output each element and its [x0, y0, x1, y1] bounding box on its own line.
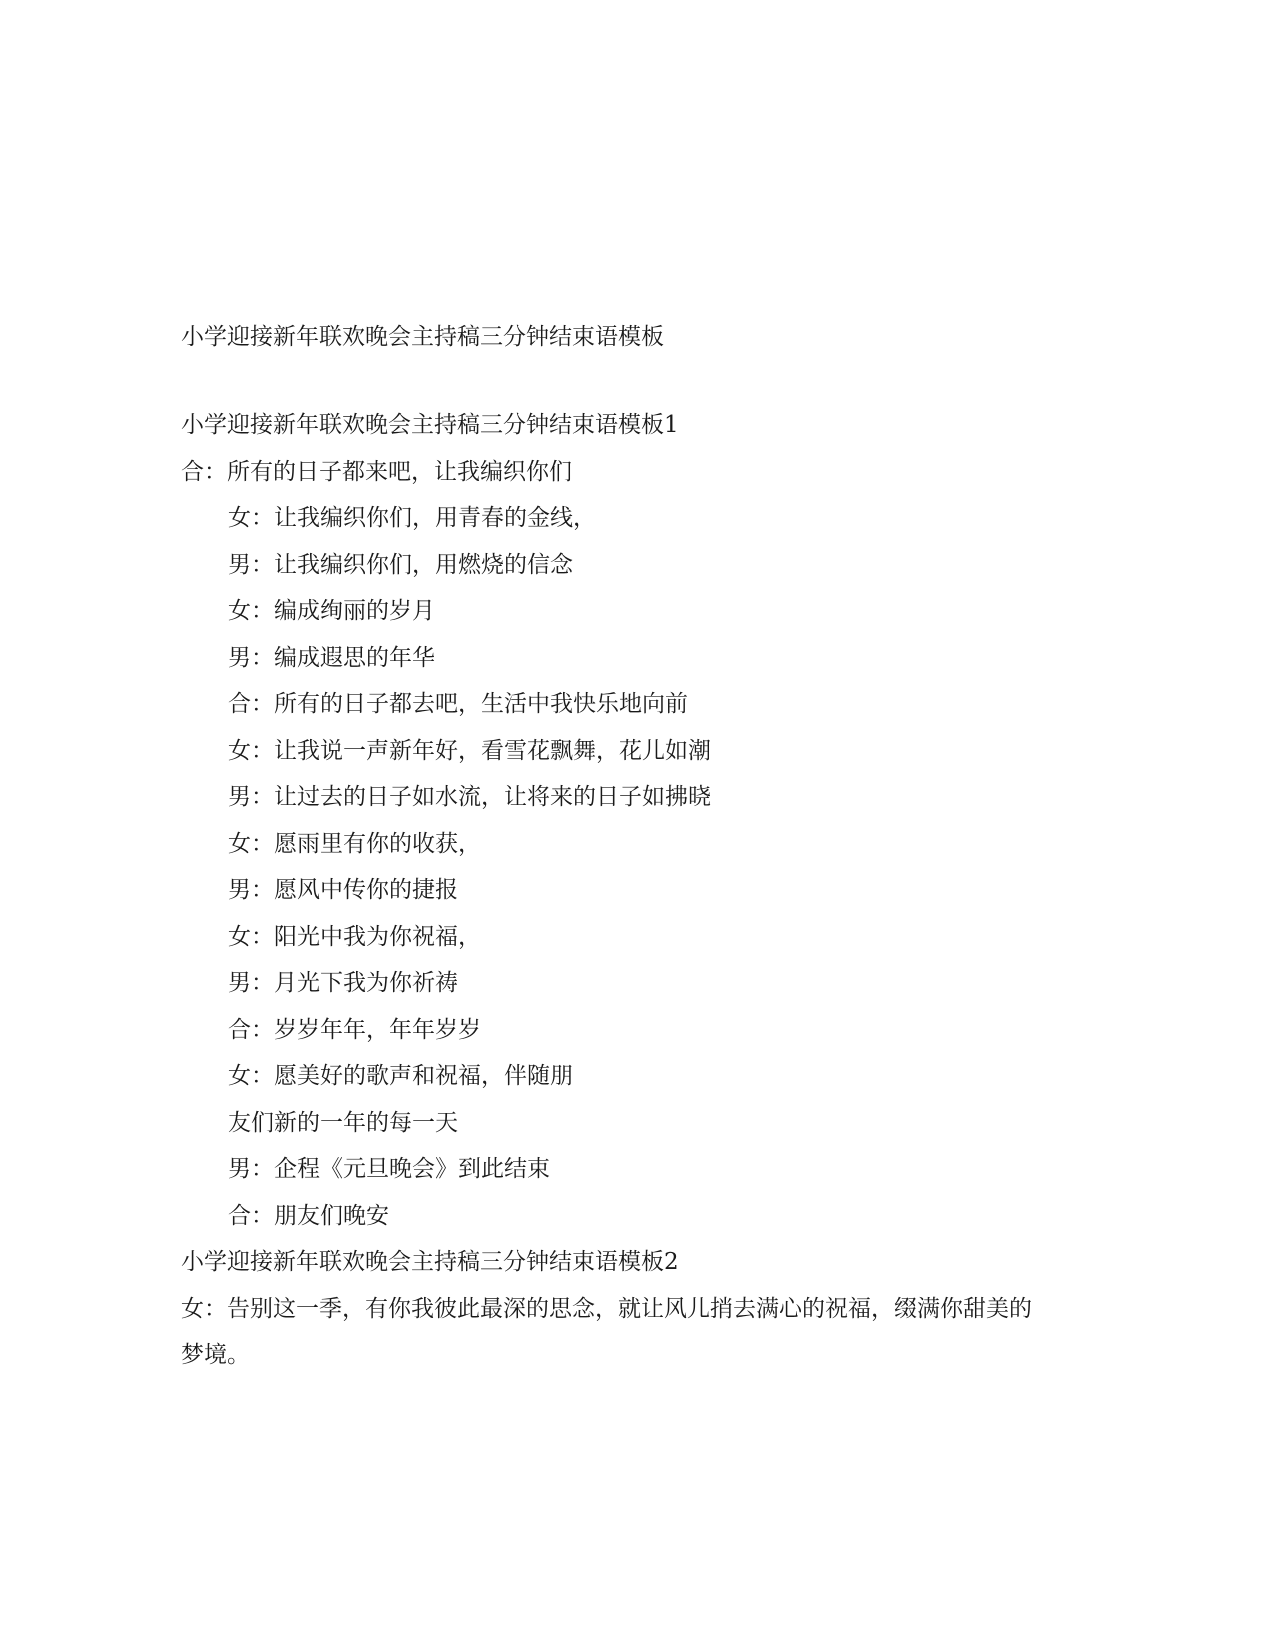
dialogue-line: 合：所有的日子都来吧，让我编织你们 — [181, 458, 572, 485]
dialogue-line: 女：阳光中我为你祝福， — [228, 923, 481, 950]
dialogue-line: 合：朋友们晚安 — [228, 1202, 389, 1229]
dialogue-line: 男：编成遐思的年华 — [228, 644, 435, 671]
dialogue-line: 女：让我说一声新年好，看雪花飘舞，花儿如潮 — [228, 737, 711, 764]
dialogue-line: 男：企程《元旦晚会》到此结束 — [228, 1156, 550, 1182]
section-heading-1: 小学迎接新年联欢晚会主持稿三分钟结束语模板1 — [181, 412, 679, 438]
dialogue-line: 女：编成绚丽的岁月 — [228, 598, 435, 624]
dialogue-line: 男：愿风中传你的捷报 — [228, 877, 458, 903]
dialogue-line: 男：让我编织你们，用燃烧的信念 — [228, 551, 573, 578]
dialogue-line: 合：所有的日子都去吧，生活中我快乐地向前 — [228, 691, 688, 717]
document-body — [181, 402, 1061, 1379]
dialogue-line: 男：月光下我为你祈祷 — [228, 970, 458, 996]
dialogue-line: 女：愿雨里有你的收获， — [228, 830, 481, 857]
dialogue-line: 女：让我编织你们，用青春的金线， — [228, 505, 596, 531]
section-heading-2: 小学迎接新年联欢晚会主持稿三分钟结束语模板2 — [181, 1249, 679, 1275]
dialogue-line: 合：岁岁年年，年年岁岁 — [228, 1016, 481, 1043]
dialogue-line: 男：让过去的日子如水流，让将来的日子如拂晓 — [228, 784, 711, 810]
paragraph: 女：告别这一季，有你我彼此最深的思念，就让风儿捎去满心的祝福，缀满你甜美的梦境。 — [181, 1295, 1032, 1368]
dialogue-line: 女：愿美好的歌声和祝福，伴随朋 — [228, 1063, 573, 1089]
dialogue-line: 友们新的一年的每一天 — [228, 1109, 458, 1136]
document-title: 小学迎接新年联欢晚会主持稿三分钟结束语模板 — [181, 324, 664, 350]
